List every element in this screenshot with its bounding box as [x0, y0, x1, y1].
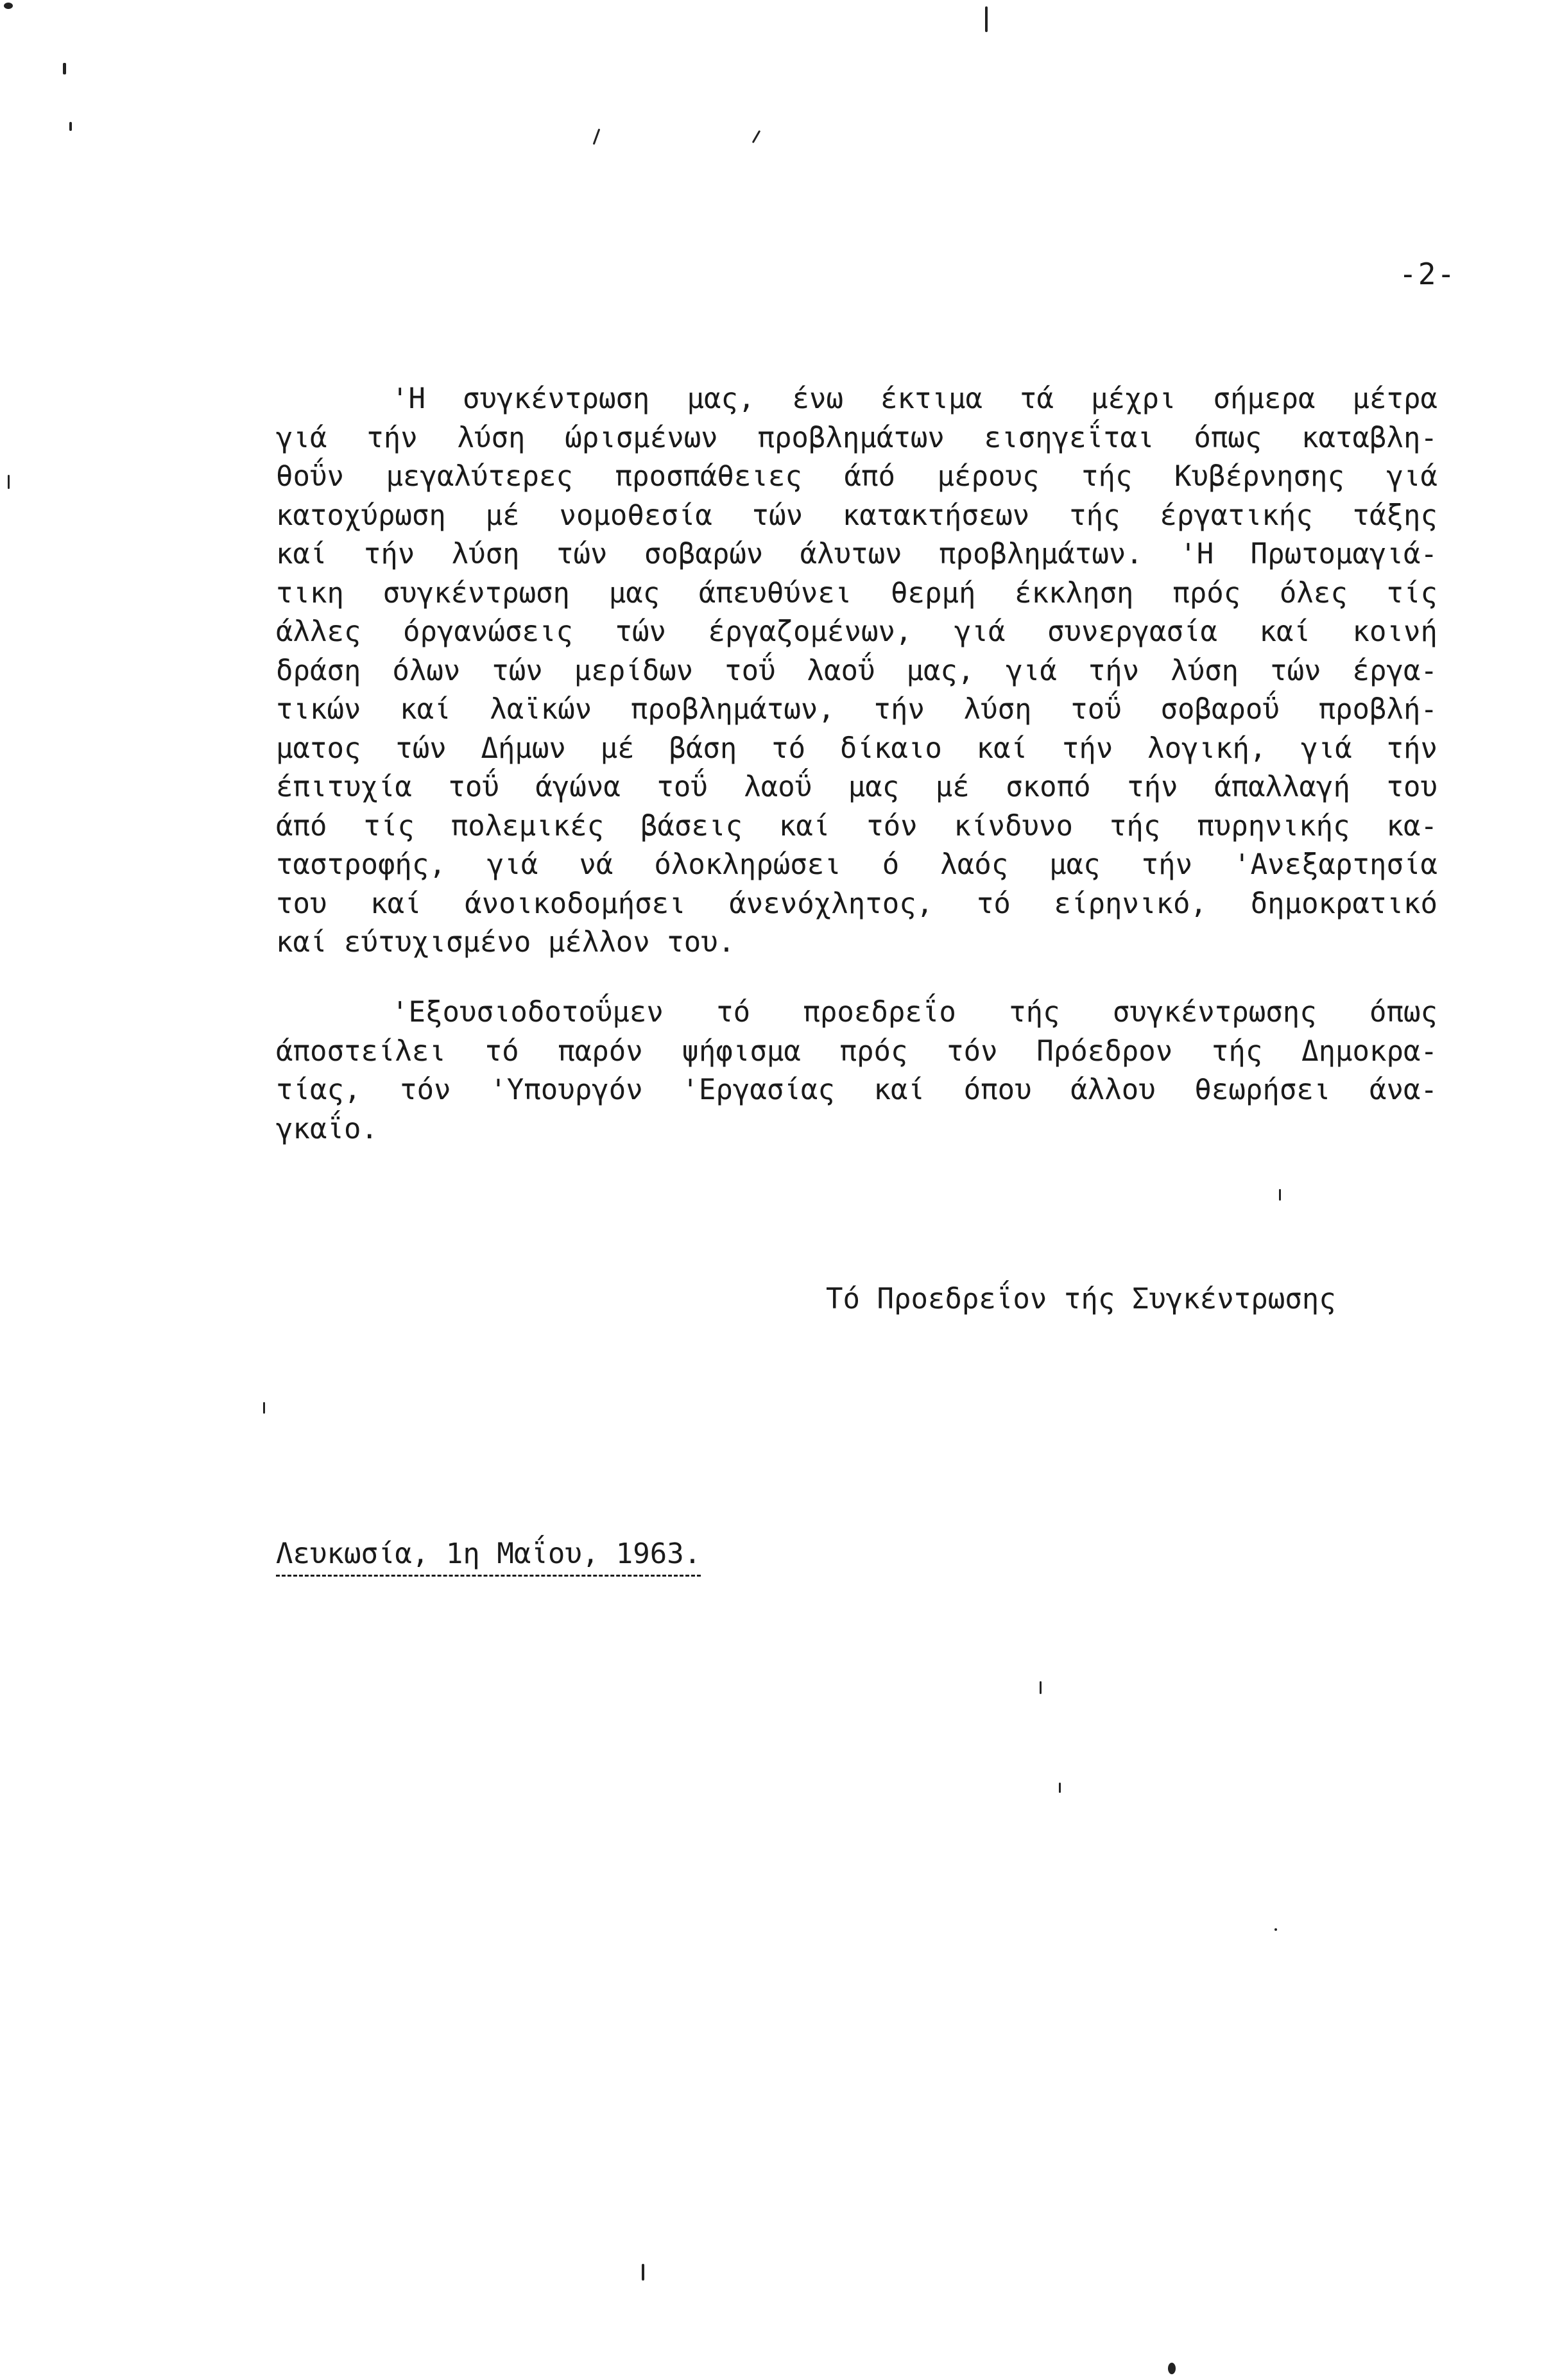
- scan-speck: [69, 122, 72, 131]
- scan-speck: [1040, 1681, 1042, 1694]
- text-line: άλλες όργανώσεις τών έργαζομένων, γιά συνεργασία καί κοινή: [276, 615, 1437, 648]
- text-line: 'Εξουσιοδοτοΰμεν τό προεδρεΐο τής συγκέντρωσης όπως: [391, 996, 1437, 1029]
- scan-speck: [1059, 1783, 1061, 1793]
- text-line: γκαΐο.: [276, 1112, 378, 1145]
- scan-speck: [8, 475, 10, 489]
- scan-speck: [263, 1402, 265, 1414]
- text-line: έπιτυχία τοΰ άγώνα τοΰ λαοΰ μας μέ σκοπό τήν άπαλλαγή του: [276, 771, 1437, 803]
- text-line: δράση όλων τών μερίδων τοΰ λαοΰ μας, γιά τήν λύση τών έργα-: [276, 654, 1437, 687]
- scan-speck: [1279, 1189, 1281, 1201]
- scan-speck: [593, 128, 601, 144]
- text-line: θοΰν μεγαλύτερες προσπάθειες άπό μέρους τής Κυβέρνησης γιά: [276, 460, 1437, 493]
- resolution-paragraph: [276, 380, 1437, 963]
- authorization-paragraph: [276, 993, 1437, 1149]
- scan-speck: [642, 2264, 644, 2281]
- scan-speck: [1168, 2363, 1176, 2374]
- text-line: καί τήν λύση τών σοβαρών άλυτων προβλημάτων. 'Η Πρωτομαγιά-: [276, 538, 1437, 570]
- text-line: του καί άνοικοδομήσει άνενόχλητος, τό είρηνικό, δημοκρατικό: [276, 887, 1437, 920]
- scan-speck: [985, 6, 988, 32]
- text-line: άπό τίς πολεμικές βάσεις καί τόν κίνδυνο τής πυρηνικής κα-: [276, 809, 1437, 843]
- text-line: τικη συγκέντρωση μας άπευθύνει θερμή έκκληση πρός όλες τίς: [276, 576, 1437, 610]
- text-line: άποστείλει τό παρόν ψήφισμα πρός τόν Πρόεδρον τής Δημοκρα-: [276, 1034, 1437, 1068]
- text-line: τικών καί λαϊκών προβλημάτων, τήν λύση τοΰ σοβαροΰ προβλή-: [276, 693, 1437, 726]
- page-number: -2-: [1399, 257, 1457, 291]
- text-line: 'Η συγκέντρωση μας, ένω έκτιμα τά μέχρι σήμερα μέτρα: [391, 382, 1437, 415]
- text-line: ταστροφής, γιά νά όλοκληρώσει ό λαός μας τήν 'Ανεξαρτησία: [276, 848, 1437, 881]
- scan-speck: [63, 63, 66, 74]
- scan-speck: [1274, 1928, 1277, 1931]
- text-line: κατοχύρωση μέ νομοθεσία τών κατακτήσεων τής έργατικής τάξης: [276, 499, 1437, 532]
- text-line: ματος τών Δήμων μέ βάση τό δίκαιο καί τήν λογική, γιά τήν: [276, 732, 1437, 765]
- scan-speck: [752, 130, 761, 144]
- text-line: καί εύτυχισμένο μέλλον του.: [276, 926, 735, 959]
- scan-speck: [4, 3, 13, 9]
- signature-line: Τό Προεδρεΐον τής Συγκέντρωσης: [826, 1283, 1336, 1315]
- place-date: Λευκωσία, 1η Μαΐου, 1963.: [276, 1540, 701, 1577]
- text-line: τίας, τόν 'Υπουργόν 'Εργασίας καί όπου άλλου θεωρήσει άνα-: [276, 1074, 1437, 1106]
- text-line: γιά τήν λύση ώρισμένων προβλημάτων εισηγεΐται όπως καταβλη-: [276, 421, 1437, 454]
